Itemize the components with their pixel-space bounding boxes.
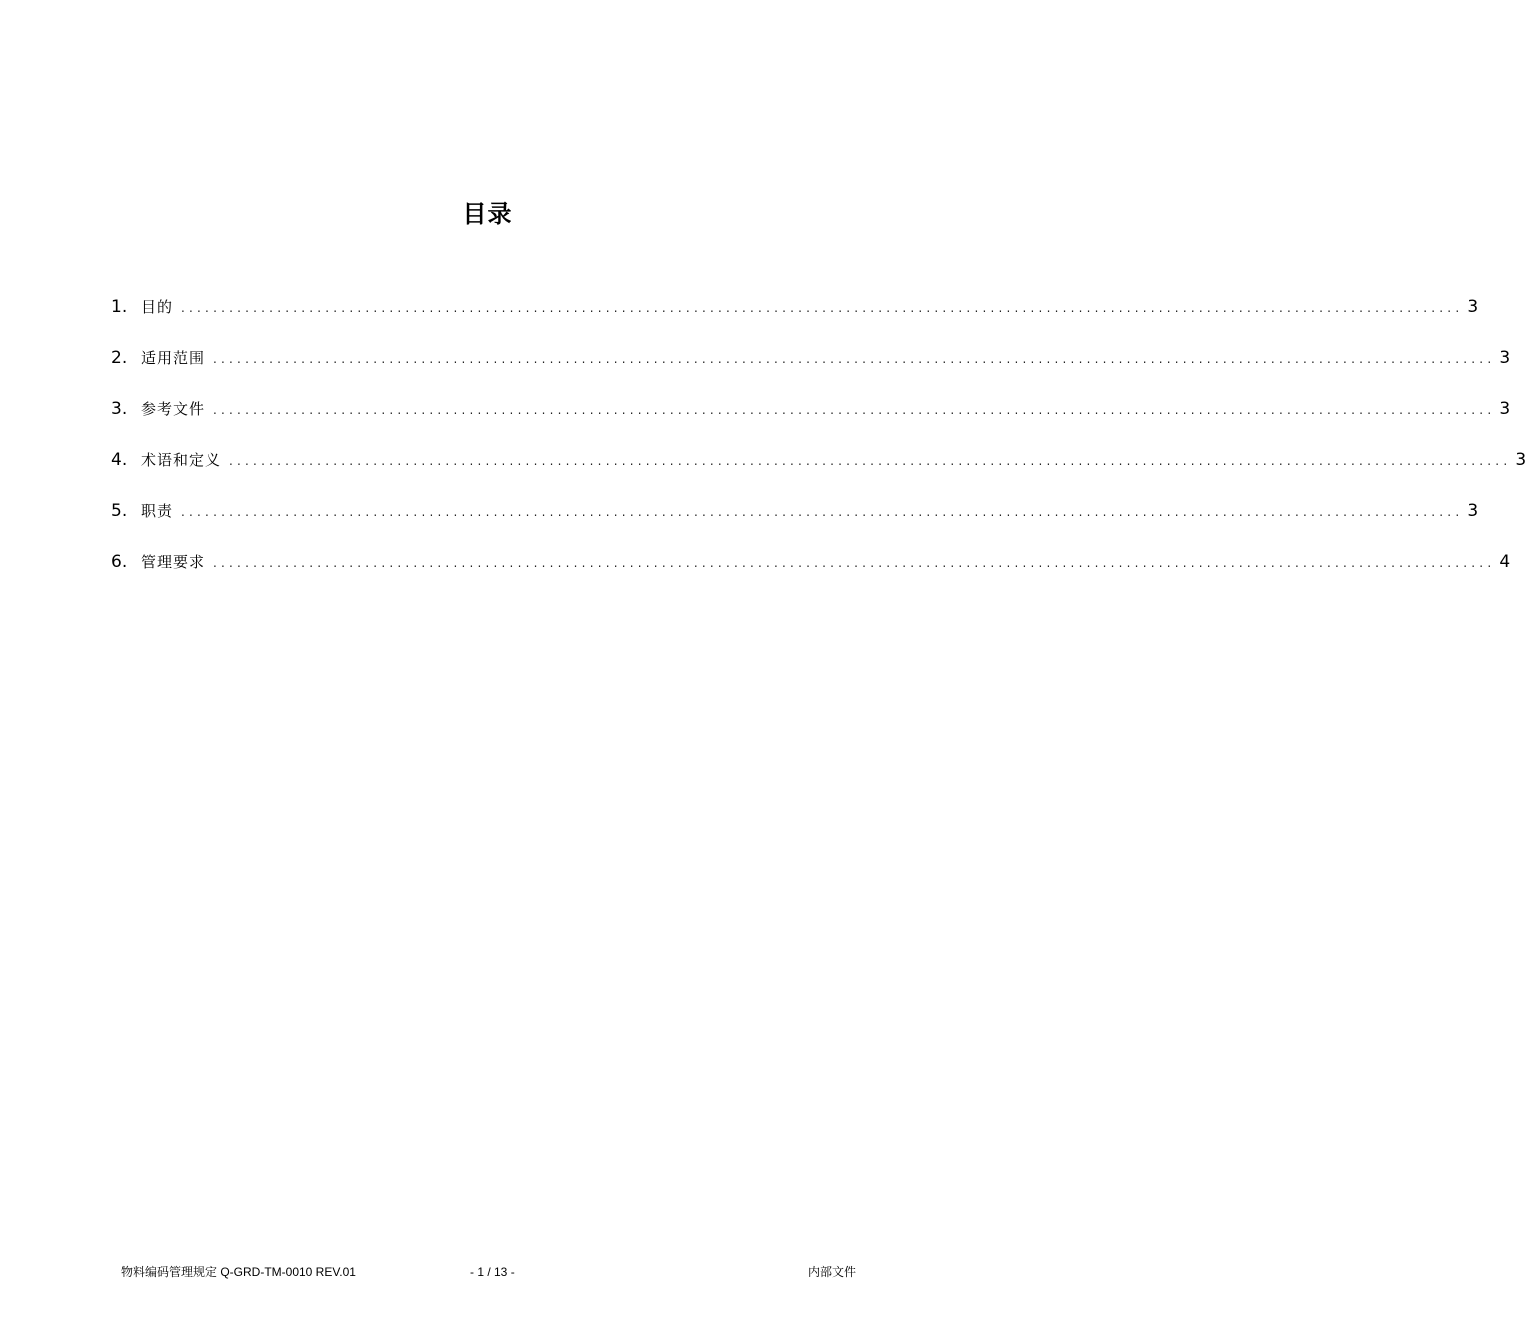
- toc-entry-requirements[interactable]: [111, 547, 1511, 598]
- toc-entry-references[interactable]: [111, 394, 1511, 445]
- toc-entry-title: 管理要求: [141, 553, 206, 571]
- toc-entry-page: 3: [1515, 450, 1526, 470]
- toc-entry-number: 3.: [111, 399, 128, 419]
- toc-dot-leader: ................................................................................................................................................................: [213, 556, 1496, 570]
- footer-page-number: - 1 / 13 -: [470, 1265, 515, 1279]
- page-title: 目录: [462, 200, 513, 228]
- toc-entry-scope[interactable]: [111, 343, 1511, 394]
- toc-entry-responsibilities[interactable]: [111, 496, 1479, 547]
- footer-document-id: 物料编码管理规定 Q-GRD-TM-0010 REV.01: [121, 1265, 356, 1279]
- toc-entry-page: 3: [1499, 399, 1511, 419]
- toc-entry-definitions[interactable]: [111, 445, 1526, 496]
- toc-entry-number: 4.: [111, 450, 128, 470]
- toc-entry-title: 职责: [141, 502, 174, 520]
- toc-dot-leader: ................................................................................................................................................................: [229, 454, 1512, 468]
- toc-entry-page: 3: [1467, 501, 1479, 521]
- toc-dot-leader: ................................................................................................................................................................: [213, 352, 1496, 366]
- toc-dot-leader: ................................................................................................................................................................: [181, 505, 1464, 519]
- toc-entry-title: 参考文件: [141, 400, 206, 418]
- toc-entry-purpose[interactable]: [111, 292, 1479, 343]
- toc-entry-number: 2.: [111, 348, 128, 368]
- toc-dot-leader: ................................................................................................................................................................: [213, 403, 1496, 417]
- toc-entry-page: 3: [1499, 348, 1511, 368]
- footer-classification: 内部文件: [807, 1265, 856, 1279]
- toc-entry-title: 术语和定义: [141, 451, 222, 469]
- toc-entry-number: 5.: [111, 501, 128, 521]
- toc-entry-number: 6.: [111, 552, 128, 572]
- toc-list: [111, 292, 1526, 598]
- page-footer: [0, 1262, 950, 1282]
- toc-entry-title: 目的: [141, 298, 174, 316]
- toc-entry-title: 适用范围: [141, 349, 206, 367]
- toc-dot-leader: ................................................................................................................................................................: [181, 301, 1464, 315]
- toc-entry-page: 4: [1499, 552, 1511, 572]
- toc-entry-page: 3: [1467, 297, 1479, 317]
- toc-entry-number: 1.: [111, 297, 128, 317]
